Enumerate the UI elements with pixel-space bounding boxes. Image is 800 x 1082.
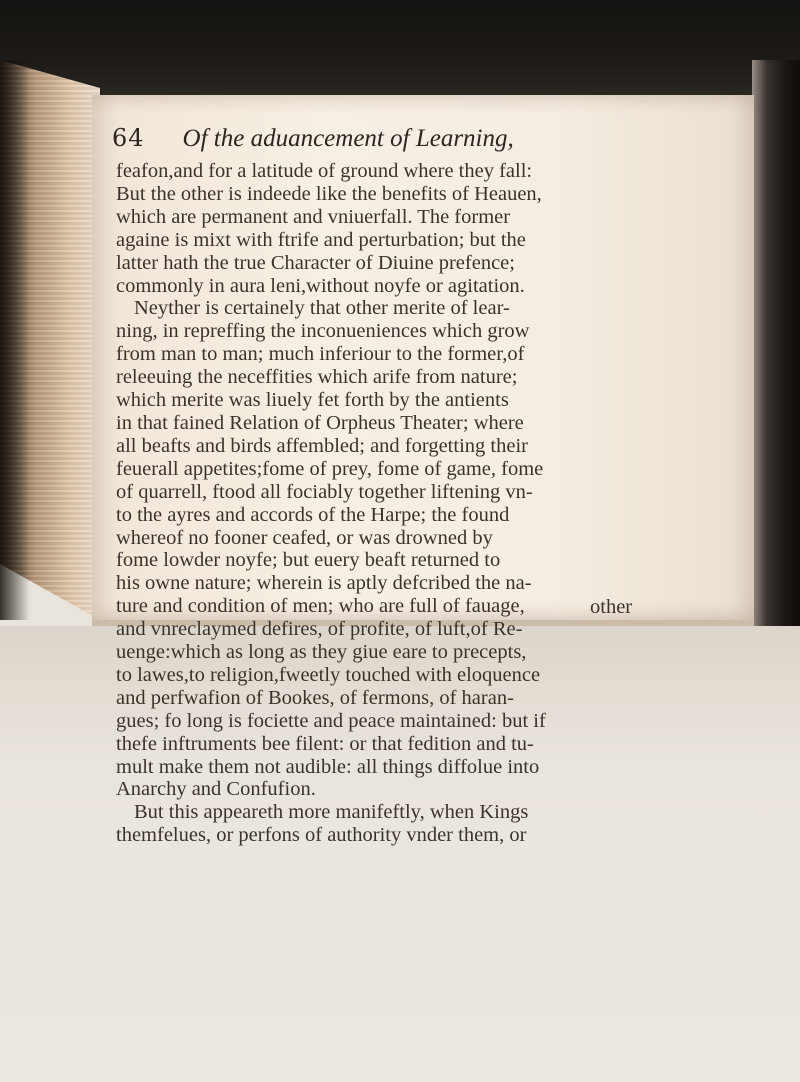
text-line: Neyther is certainely that other merite of lear- xyxy=(134,297,510,320)
text-line: feafon,and for a latitude of ground where they fall: xyxy=(116,160,533,182)
text-line: and vnreclaymed defires, of profite, of luft,of Re- xyxy=(116,618,523,641)
text-line: gues; fo long is fociette and peace maintained: but if xyxy=(116,709,546,732)
text-line: themfelues, or perfons of authority vnder them, or xyxy=(116,824,527,847)
book-edge-shadow xyxy=(0,60,30,620)
text-line: feuerall appetites;fome of prey, fome of game, fome xyxy=(116,457,544,480)
text-line: to the ayres and accords of the Harpe; the found xyxy=(116,503,510,526)
text-line: mult make them not audible: all things diffolue into xyxy=(116,755,540,778)
running-head: Of the aduancement of Learning, xyxy=(182,125,514,152)
catchword: other xyxy=(590,596,633,618)
text-line: in that fained Relation of Orpheus Theater; where xyxy=(116,411,524,434)
page-number: 64 xyxy=(112,124,145,152)
text-line: Anarchy and Confufion. xyxy=(116,778,316,801)
text-line: ture and condition of men; who are full of fauage, xyxy=(116,595,525,618)
text-line: commonly in aura leni,without noyfe or agitation. xyxy=(116,274,525,297)
text-line: and perfwafion of Bookes, of fermons, of haran- xyxy=(116,686,514,709)
text-line: But this appeareth more manifeftly, when Kings xyxy=(134,801,529,824)
text-line: But the other is indeede like the benefits of Heauen, xyxy=(116,182,542,205)
text-line: uenge:which as long as they giue eare to precepts, xyxy=(116,641,527,664)
body-text xyxy=(116,160,736,847)
text-line: whereof no fooner ceafed, or was drowned by xyxy=(116,526,493,549)
text-line: all beafts and birds affembled; and forgetting their xyxy=(116,434,528,457)
text-line: thefe inftruments bee filent: or that fedition and tu- xyxy=(116,732,534,755)
text-line: from man to man; much inferiour to the former,of xyxy=(116,343,525,366)
text-line: againe is mixt with ftrife and perturbation; but the xyxy=(116,228,526,251)
background-top xyxy=(0,0,800,100)
text-line: to lawes,to religion,fweetly touched with eloquence xyxy=(116,663,541,686)
text-line: his owne nature; wherein is aptly defcribed the na- xyxy=(116,572,532,595)
text-line: of quarrell, ftood all fociably together liftening vn- xyxy=(116,480,533,503)
text-line: ning, in repreffing the inconueniences which grow xyxy=(116,320,530,343)
page-header xyxy=(112,124,712,164)
book-binding xyxy=(752,60,800,630)
text-line: fome lowder noyfe; but euery beaft returned to xyxy=(116,549,501,572)
text-line: latter hath the true Character of Diuine prefence; xyxy=(116,251,515,274)
text-line: which merite was liuely fet forth by the antients xyxy=(116,389,509,412)
text-line: which are permanent and vniuerfall. The former xyxy=(116,205,511,228)
text-line: releeuing the neceffities which arife from nature; xyxy=(116,366,518,389)
